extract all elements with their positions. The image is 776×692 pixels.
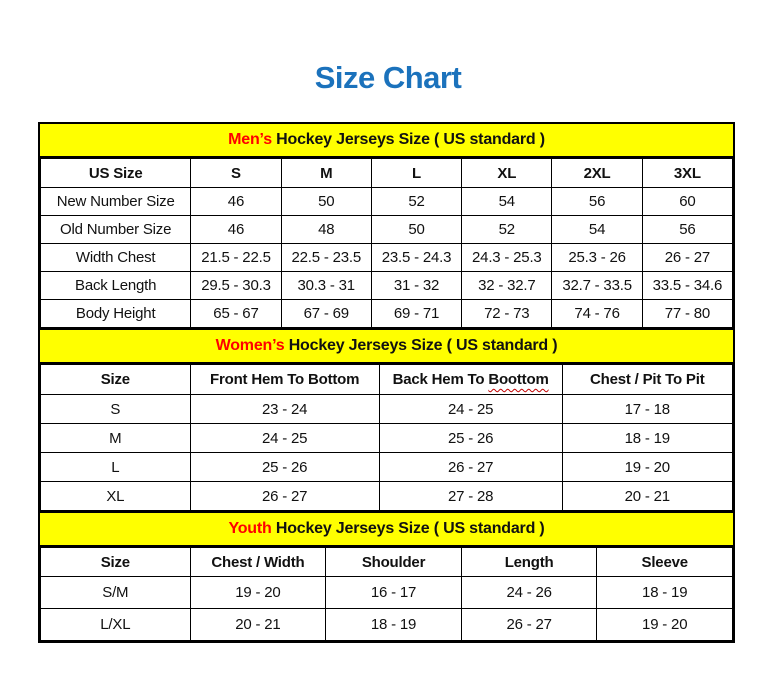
table-cell: 77 - 80 [642, 300, 732, 328]
row-label: New Number Size [41, 188, 191, 216]
column-header: Front Hem To Bottom [190, 365, 379, 395]
row-label: L/XL [41, 609, 191, 641]
table-cell: 30.3 - 31 [281, 272, 371, 300]
column-header: Back Hem To Boottom [379, 365, 562, 395]
row-label: Width Chest [41, 244, 191, 272]
table-cell: 18 - 19 [562, 424, 732, 453]
table-cell: 19 - 20 [190, 577, 326, 609]
table-cell: 72 - 73 [462, 300, 552, 328]
column-header: M [281, 159, 371, 188]
table-cell: 25 - 26 [190, 453, 379, 482]
table-cell: 50 [281, 188, 371, 216]
table-cell: 25 - 26 [379, 424, 562, 453]
table-cell: 23 - 24 [190, 395, 379, 424]
size-chart [38, 122, 735, 643]
column-header: US Size [41, 159, 191, 188]
table-cell: 20 - 21 [562, 482, 732, 511]
table-row [41, 482, 733, 511]
youth-section-banner [40, 511, 733, 547]
column-header: S [191, 159, 281, 188]
table-row [41, 424, 733, 453]
youth-size-table [40, 547, 733, 641]
table-cell: 24 - 25 [379, 395, 562, 424]
table-cell: 46 [191, 216, 281, 244]
mens-banner-text: Hockey Jerseys Size ( US standard ) [271, 131, 545, 148]
table-cell: 20 - 21 [190, 609, 326, 641]
column-header: L [371, 159, 461, 188]
column-header: Chest / Pit To Pit [562, 365, 732, 395]
table-cell: 33.5 - 34.6 [642, 272, 732, 300]
table-cell: 56 [552, 188, 642, 216]
table-cell: 26 - 27 [461, 609, 597, 641]
table-row [41, 609, 733, 641]
table-cell: 25.3 - 26 [552, 244, 642, 272]
table-cell: 26 - 27 [379, 453, 562, 482]
table-cell: 52 [462, 216, 552, 244]
table-cell: 23.5 - 24.3 [371, 244, 461, 272]
table-row [41, 300, 733, 328]
table-cell: 46 [191, 188, 281, 216]
table-row [41, 244, 733, 272]
column-header: Sleeve [597, 548, 733, 577]
table-cell: 27 - 28 [379, 482, 562, 511]
table-cell: 69 - 71 [371, 300, 461, 328]
table-row [41, 216, 733, 244]
header-row [41, 548, 733, 577]
womens-banner-highlight: Women’s [215, 337, 285, 354]
mens-banner-highlight: Men’s [228, 131, 272, 148]
table-cell: 24.3 - 25.3 [462, 244, 552, 272]
table-row [41, 577, 733, 609]
table-cell: 26 - 27 [642, 244, 732, 272]
column-header: Chest / Width [190, 548, 326, 577]
table-cell: 19 - 20 [562, 453, 732, 482]
header-row [41, 159, 733, 188]
table-row [41, 395, 733, 424]
womens-banner-text: Hockey Jerseys Size ( US standard ) [284, 337, 558, 354]
row-label: XL [41, 482, 191, 511]
table-cell: 56 [642, 216, 732, 244]
table-cell: 54 [462, 188, 552, 216]
row-label: L [41, 453, 191, 482]
column-header: 2XL [552, 159, 642, 188]
column-header: XL [462, 159, 552, 188]
column-header: Size [41, 548, 191, 577]
table-cell: 48 [281, 216, 371, 244]
row-label: S [41, 395, 191, 424]
table-cell: 67 - 69 [281, 300, 371, 328]
table-cell: 54 [552, 216, 642, 244]
row-label: Old Number Size [41, 216, 191, 244]
row-label: Body Height [41, 300, 191, 328]
column-header: Size [41, 365, 191, 395]
row-label: Back Length [41, 272, 191, 300]
mens-section-banner [40, 124, 733, 158]
youth-banner-highlight: Youth [228, 520, 272, 537]
table-cell: 52 [371, 188, 461, 216]
table-cell: 32.7 - 33.5 [552, 272, 642, 300]
table-cell: 32 - 32.7 [462, 272, 552, 300]
column-header: Shoulder [326, 548, 462, 577]
table-cell: 17 - 18 [562, 395, 732, 424]
table-cell: 18 - 19 [597, 577, 733, 609]
table-cell: 26 - 27 [190, 482, 379, 511]
mens-size-table [40, 158, 733, 328]
table-cell: 65 - 67 [191, 300, 281, 328]
womens-size-table [40, 364, 733, 511]
column-header: Length [461, 548, 597, 577]
page-title: Size Chart [314, 60, 462, 95]
table-cell: 74 - 76 [552, 300, 642, 328]
table-row [41, 453, 733, 482]
table-cell: 18 - 19 [326, 609, 462, 641]
womens-section-banner [40, 328, 733, 364]
youth-banner-text: Hockey Jerseys Size ( US standard ) [271, 520, 545, 537]
table-cell: 24 - 25 [190, 424, 379, 453]
table-cell: 60 [642, 188, 732, 216]
table-cell: 16 - 17 [326, 577, 462, 609]
table-cell: 50 [371, 216, 461, 244]
row-label: M [41, 424, 191, 453]
table-cell: 22.5 - 23.5 [281, 244, 371, 272]
table-cell: 29.5 - 30.3 [191, 272, 281, 300]
table-cell: 21.5 - 22.5 [191, 244, 281, 272]
header-row [41, 365, 733, 395]
table-cell: 19 - 20 [597, 609, 733, 641]
misspelled-word: Boottom [488, 371, 549, 388]
table-row [41, 188, 733, 216]
table-cell: 31 - 32 [371, 272, 461, 300]
table-row [41, 272, 733, 300]
column-header: 3XL [642, 159, 732, 188]
table-cell: 24 - 26 [461, 577, 597, 609]
row-label: S/M [41, 577, 191, 609]
